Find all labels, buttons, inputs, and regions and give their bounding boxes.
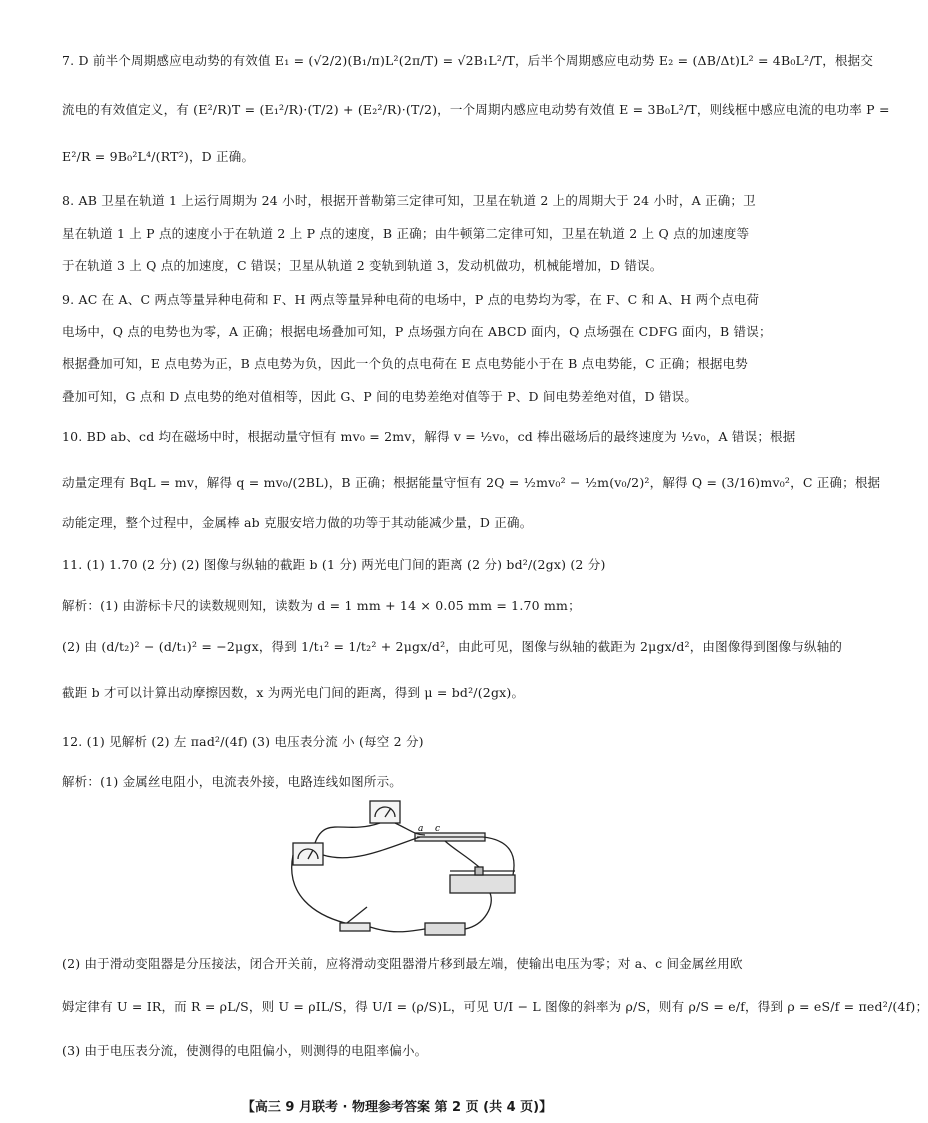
q11-analysis-2: (2) 由 (d/t₂)² − (d/t₁)² = −2μgx，得到 1/t₁² = 1/t₂² + 2μgx/d²，由此可见，图像与纵轴的截距为 2μgx/d²，由图像得到图像与纵轴的 (62, 639, 843, 654)
q12-answer-line: 12. (1) 见解析 (2) 左 πad²/(4f) (3) 电压表分流 小 (每空 2 分) (62, 734, 424, 749)
wire-8 (445, 841, 479, 867)
slide-rheostat (450, 875, 515, 893)
wire-5 (483, 837, 514, 875)
wire-6 (370, 927, 425, 932)
q7-line-1: 7. D 前半个周期感应电动势的有效值 E₁ = (√2/2)(B₁/π)L²(2π/T) = √2B₁L²/T，后半个周期感应电动势 E₂ = (ΔB/Δt)L² = 4B₀L²/T，根据交 (62, 53, 874, 68)
switch-base (340, 923, 370, 931)
q8-line-2: 星在轨道 1 上 P 点的速度小于在轨道 2 上 P 点的速度，B 正确；由牛顿第二定律可知，卫星在轨道 2 上 Q 点的加速度等 (62, 226, 750, 241)
voltmeter (370, 801, 400, 823)
q8-line-3: 于在轨道 3 上 Q 点的加速度，C 错误；卫星从轨道 2 变轨到轨道 3，发动机做功，机械能增加，D 错误。 (62, 258, 663, 273)
wire-4 (323, 837, 420, 858)
wire-7 (465, 893, 491, 929)
q10-line-3: 动能定理，整个过程中，金属棒 ab 克服安培力做的功等于其动能减少量，D 正确。 (62, 515, 533, 530)
q11-analysis-3: 截距 b 才可以计算出动摩擦因数，x 为两光电门间的距离，得到 μ = bd²/(2gx)。 (62, 685, 525, 700)
q7-line-2: 流电的有效值定义，有 (E²/R)T = (E₁²/R)·(T/2) + (E₂²/R)·(T/2)，一个周期内感应电动势有效值 E = 3B₀L²/T，则线框中感应电流的电功率 P = (62, 102, 890, 117)
label-c: c (435, 824, 441, 834)
switch-blade (347, 907, 367, 923)
q12-analysis-3: 姆定律有 U = IR，而 R = ρL/S，则 U = ρIL/S，得 U/I = (ρ/S)L，可见 U/I − L 图像的斜率为 ρ/S，则有 ρ/S = e/f，得到 ρ = eS/f = πed²/(4f)； (62, 999, 928, 1014)
battery (425, 923, 465, 935)
q11-analysis-1: 解析：(1) 由游标卡尺的读数规则知，读数为 d = 1 mm + 14 × 0.05 mm = 1.70 mm； (62, 598, 581, 613)
q10-line-2: 动量定理有 BqL = mv，解得 q = mv₀/(2BL)，B 正确；根据能量守恒有 2Q = ½mv₀² − ½m(v₀/2)²，解得 Q = (3/16)mv₀²，C 正确；根据 (62, 475, 881, 490)
q9-line-3: 根据叠加可知，E 点电势为正，B 点电势为负，因此一个负的点电荷在 E 点电势能小于在 B 点电势能，C 正确；根据电势 (62, 356, 749, 371)
q12-analysis-4: (3) 由于电压表分流，使测得的电阻偏小，则测得的电阻率偏小。 (62, 1043, 428, 1058)
q10-line-1: 10. BD ab、cd 均在磁场中时，根据动量守恒有 mv₀ = 2mv，解得 v = ½v₀，cd 棒出磁场后的最终速度为 ½v₀，A 错误；根据 (62, 429, 796, 444)
q9-line-1: 9. AC 在 A、C 两点等量异种电荷和 F、H 两点等量异种电荷的电场中，P 点的电势均为零，在 F、C 和 A、H 两个点电荷 (62, 292, 760, 307)
circuit-diagram (285, 795, 525, 945)
wire-1 (315, 823, 380, 843)
q12-analysis-2: (2) 由于滑动变阻器是分压接法，闭合开关前，应将滑动变阻器滑片移到最左端，使输出电压为零；对 a、c 间金属丝用欧 (62, 956, 743, 971)
q9-line-4: 叠加可知，G 点和 D 点电势的绝对值相等，因此 G、P 间的电势差绝对值等于 P、D 间电势差绝对值，D 错误。 (62, 389, 698, 404)
rheostat-slider (475, 867, 483, 875)
page-footer: 【高三 9 月联考 · 物理参考答案 第 2 页 (共 4 页)】 (241, 1100, 553, 1115)
q9-line-2: 电场中，Q 点的电势也为零，A 正确；根据电场叠加可知，P 点场强方向在 ABCD 面内，Q 点场强在 CDFG 面内，B 错误； (62, 324, 772, 339)
q7-line-3: E²/R = 9B₀²L⁴/(RT²)，D 正确。 (62, 149, 255, 164)
label-a: a (418, 824, 424, 834)
q8-line-1: 8. AB 卫星在轨道 1 上运行周期为 24 小时，根据开普勒第三定律可知，卫星在轨道 2 上的周期大于 24 小时，A 正确；卫 (62, 193, 756, 208)
q11-answer-line: 11. (1) 1.70 (2 分) (2) 图像与纵轴的截距 b (1 分) 两光电门间的距离 (2 分) bd²/(2gx) (2 分) (62, 557, 606, 572)
ammeter (293, 843, 323, 865)
q12-analysis-1: 解析：(1) 金属丝电阻小，电流表外接，电路连线如图所示。 (62, 774, 402, 789)
